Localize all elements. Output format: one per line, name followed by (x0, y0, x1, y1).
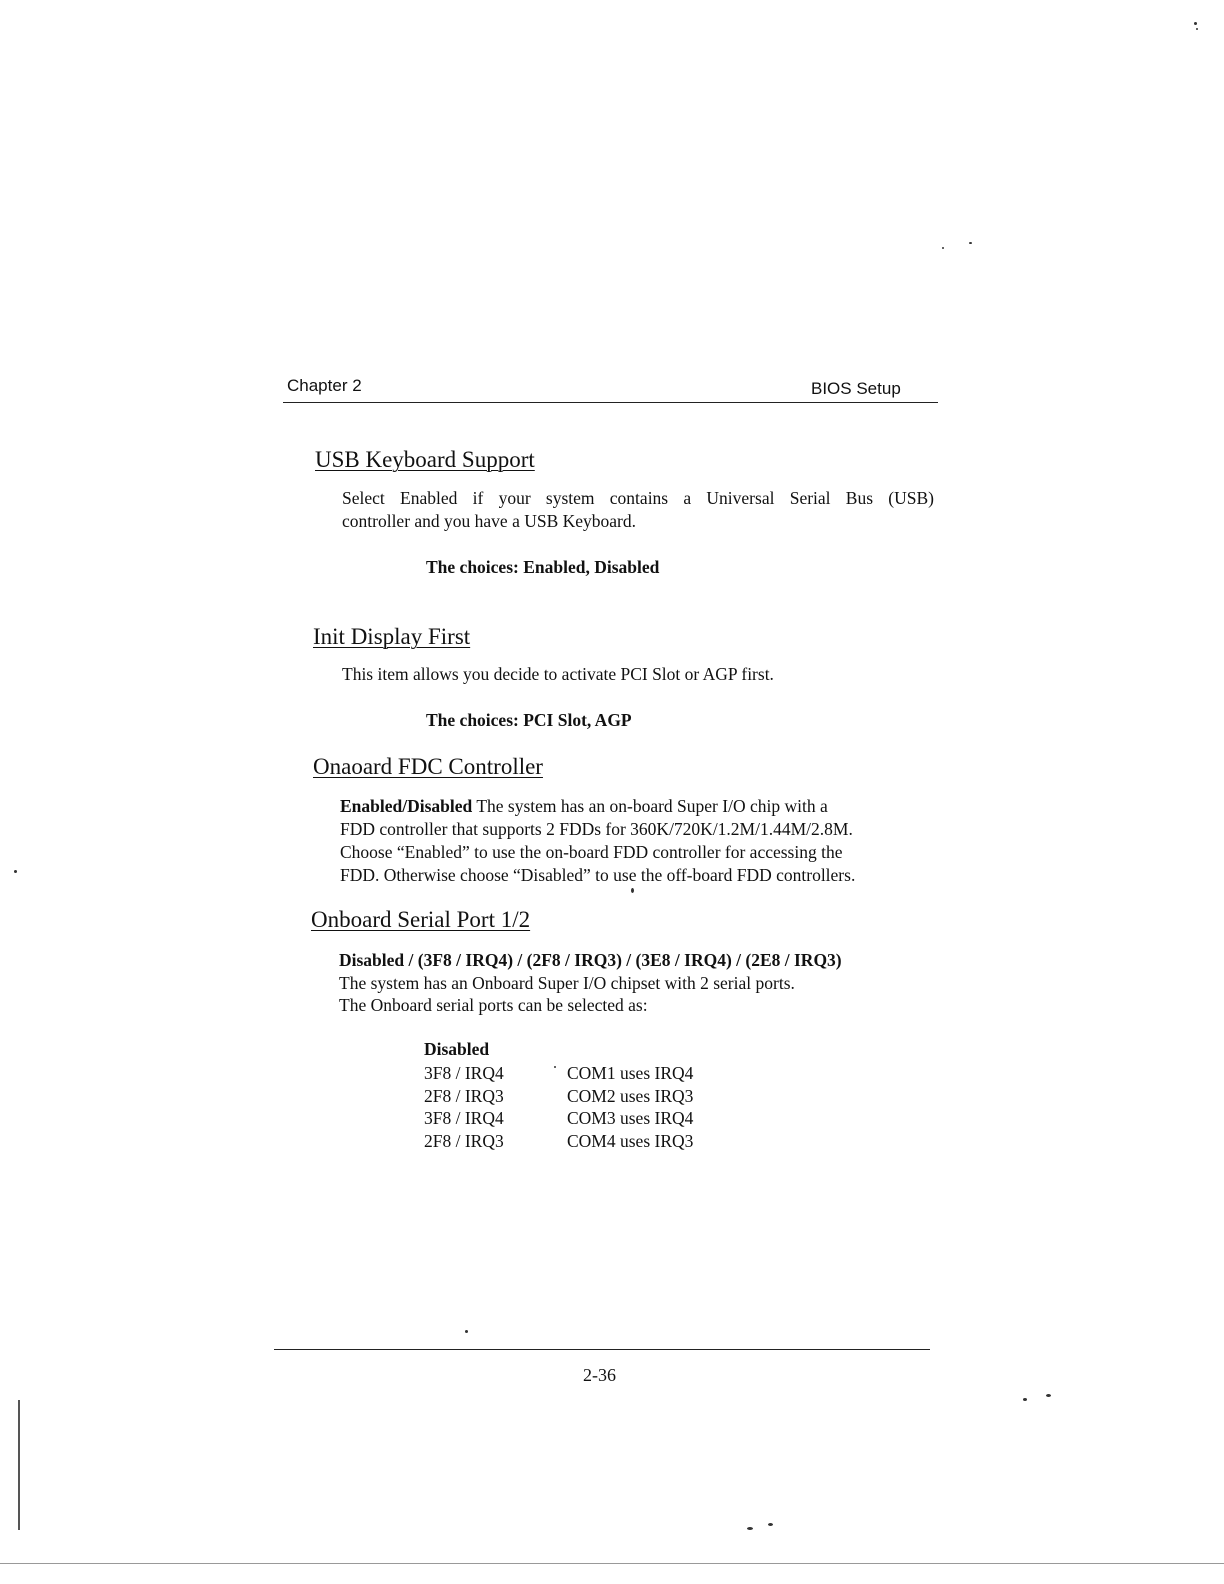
footer-rule (274, 1349, 930, 1350)
section-heading-serial-port: Onboard Serial Port 1/2 (311, 907, 531, 932)
fdc-lead-rest: The system has an on-board Super I/O chip with a (472, 796, 828, 816)
scan-speck (465, 1330, 468, 1333)
scan-speck (631, 888, 634, 893)
scan-speck (1046, 1394, 1051, 1397)
fdc-description-line-4: FDD. Otherwise choose “Disabled” to use the off-board FDD controllers. (340, 865, 856, 885)
serial-port-description-line-1: The system has an Onboard Super I/O chipset with 2 serial ports. (339, 973, 795, 993)
scan-speck (14, 870, 17, 873)
section-heading-usb-keyboard: USB Keyboard Support (315, 447, 535, 472)
scan-speck (1023, 1398, 1027, 1401)
scan-edge-line (0, 1563, 1224, 1564)
serial-table-row-meaning: COM1 uses IRQ4 (567, 1063, 694, 1083)
init-display-choices: The choices: PCI Slot, AGP (426, 710, 632, 730)
scan-speck (942, 247, 944, 249)
page-number: 2-36 (583, 1365, 616, 1385)
scan-speck (1194, 22, 1197, 25)
serial-port-options: Disabled / (3F8 / IRQ4) / (2F8 / IRQ3) / (3E8 / IRQ4) / (2E8 / IRQ3) (339, 950, 842, 970)
header-section: BIOS Setup (811, 379, 901, 398)
usb-keyboard-description-line-2: controller and you have a USB Keyboard. (342, 511, 637, 531)
serial-table-row-setting: 2F8 / IRQ3 (424, 1131, 504, 1151)
scan-edge-mark (18, 1400, 20, 1530)
fdc-description-line-2: FDD controller that supports 2 FDDs for 360K/720K/1.2M/1.44M/2.8M. (340, 819, 853, 839)
serial-port-description-line-2: The Onboard serial ports can be selected as: (339, 995, 648, 1015)
fdc-description-line-3: Choose “Enabled” to use the on-board FDD controller for accessing the (340, 842, 843, 862)
scan-speck (554, 1066, 556, 1068)
serial-table-row-setting: 3F8 / IRQ4 (424, 1063, 504, 1083)
serial-table-row-meaning: COM4 uses IRQ3 (567, 1131, 694, 1151)
scan-speck (747, 1527, 753, 1530)
serial-table-row-setting: 2F8 / IRQ3 (424, 1086, 504, 1106)
serial-table-row-meaning: COM2 uses IRQ3 (567, 1086, 694, 1106)
header-rule (283, 402, 938, 403)
scan-speck (1196, 28, 1198, 30)
scan-speck (768, 1523, 773, 1526)
section-heading-init-display: Init Display First (313, 624, 471, 649)
scan-speck (969, 242, 972, 244)
usb-keyboard-description-line-1: Select Enabled if your system contains a Universal Serial Bus (USB) (342, 488, 934, 508)
usb-keyboard-choices: The choices: Enabled, Disabled (426, 557, 660, 577)
fdc-description-line-1 (340, 795, 828, 818)
header-chapter: Chapter 2 (287, 376, 362, 395)
serial-table-first-row: Disabled (424, 1039, 490, 1059)
serial-table-row-meaning: COM3 uses IRQ4 (567, 1108, 694, 1128)
section-heading-fdc-controller: Onaoard FDC Controller (313, 754, 543, 779)
init-display-description: This item allows you decide to activate PCI Slot or AGP first. (342, 664, 774, 684)
fdc-lead-bold: Enabled/Disabled (340, 796, 473, 816)
serial-table-row-setting: 3F8 / IRQ4 (424, 1108, 504, 1128)
